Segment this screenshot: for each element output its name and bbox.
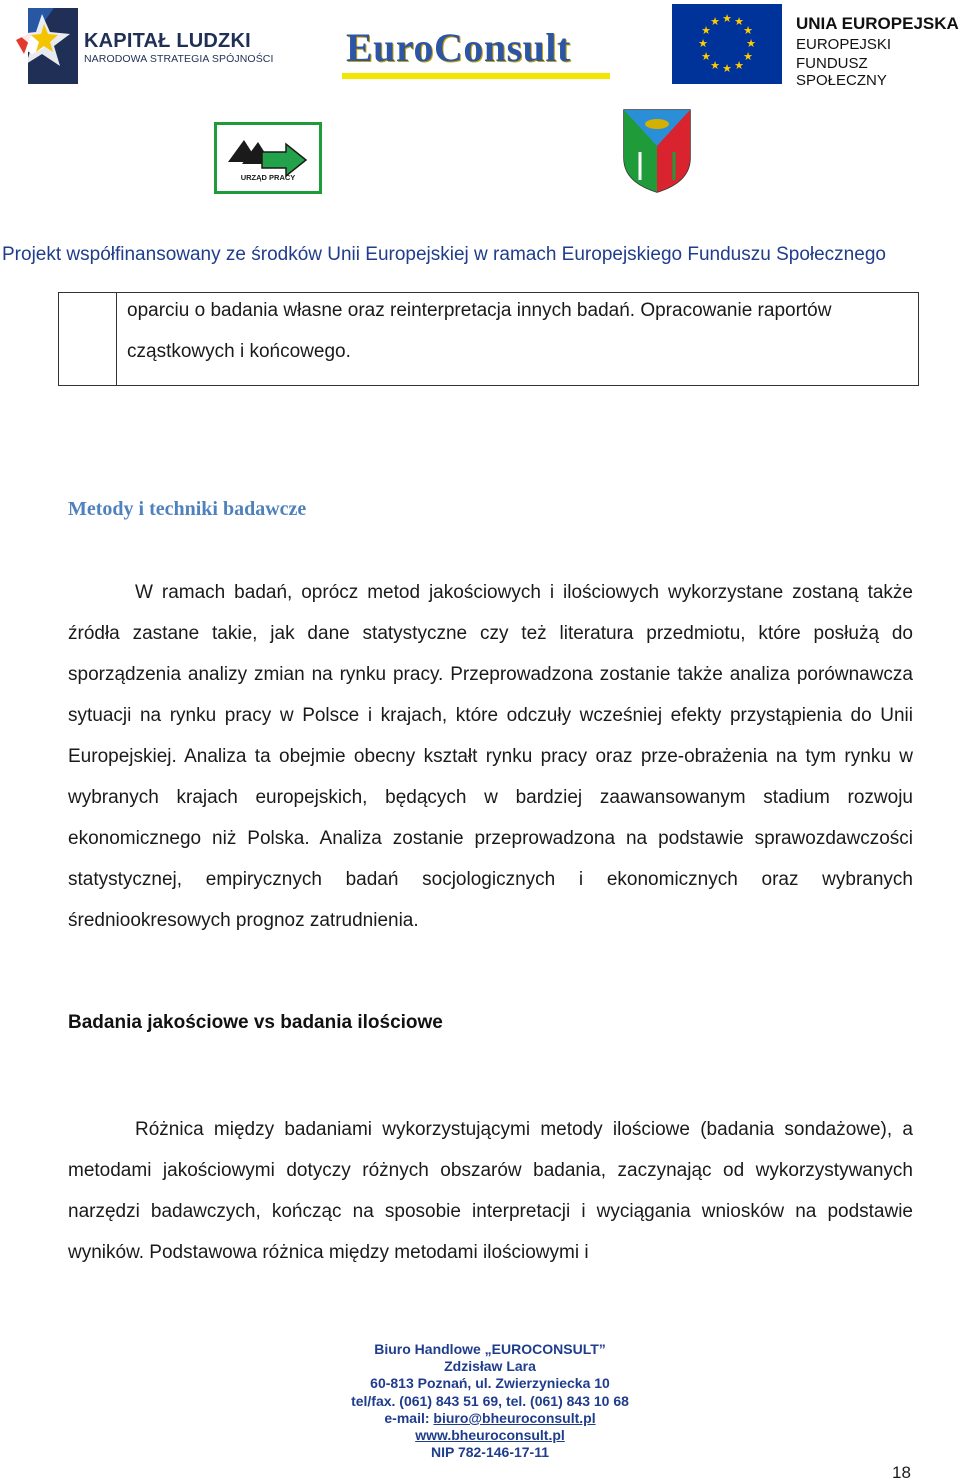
svg-text:★: ★ <box>746 37 756 50</box>
svg-text:★: ★ <box>698 37 708 50</box>
footer-email-label: e-mail: <box>384 1409 434 1426</box>
heading-methods: Metody i techniki badawcze <box>68 498 307 520</box>
svg-text:★: ★ <box>710 15 720 28</box>
kapital-ludzki-subtitle: NARODOWA STRATEGIA SPÓJNOŚCI <box>84 53 274 65</box>
euroconsult-underline <box>342 73 610 79</box>
table-column-divider <box>116 292 117 386</box>
svg-text:★: ★ <box>710 59 720 72</box>
footer-nip: NIP 782-146-17-11 <box>430 1444 550 1461</box>
paragraph-methods: W ramach badań, oprócz metod jakościowych i ilościowych wykorzystane zostaną także źródła zastane takie, jak dane statystyczne czy też literatura przedmiotu, które posłużą do sporządzenia analizy zmian na rynku pracy. Przeprowadzona zostanie także analiza porównawcza sytuacji na rynku pracy w Polsce i krajach, które odczuły wcześniej efekty przystąpienia do Unii Europejskiej. Analiza ta obejmie obecny kształt rynku pracy oraz prze-obrażenia na tym rynku w wybranych krajach europejskich, będących w bardziej zaawansowanym stadium rozwoju ekonomicznego niż Polska. Analiza zostanie przeprowadzona na podstawie sprawozdawczości statystycznej, empirycznych badań socjologicznych i ekonomicznych oraz wybranych średniookresowych prognoz zatrudnienia. <box>68 582 913 931</box>
footer-address: 60-813 Poznań, ul. Zwierzyniecka 10 <box>370 1375 610 1392</box>
svg-text:★: ★ <box>734 59 744 72</box>
heading-qualitative-vs-quantitative: Badania jakościowe vs badania ilościowe <box>68 1012 443 1033</box>
footer-email-link[interactable]: biuro@bheuroconsult.pl <box>433 1409 596 1426</box>
coat-of-arms-icon <box>622 108 692 194</box>
footer-contact <box>300 1341 680 1461</box>
svg-text:★: ★ <box>743 24 753 37</box>
footer-phone: tel/fax. (061) 843 51 69, tel. (061) 843 10 68 <box>351 1392 629 1409</box>
footer-company: Biuro Handlowe „EUROCONSULT” <box>374 1341 606 1357</box>
euroconsult-logo-text: EuroConsult <box>346 25 571 70</box>
eu-fund-line1: EUROPEJSKI <box>796 36 892 53</box>
svg-text:★: ★ <box>701 50 711 63</box>
eu-fund-line2: FUNDUSZ SPOŁECZNY <box>796 55 887 89</box>
urzad-pracy-label: URZĄD PRACY <box>240 173 296 182</box>
kapital-ludzki-title: KAPITAŁ LUDZKI <box>84 30 251 52</box>
footer-email-row <box>300 1410 680 1427</box>
kapital-ludzki-emblem-icon <box>14 4 84 84</box>
project-cofinancing-line: Projekt współfinansowany ze środków Unii Europejskiej w ramach Europejskiego Funduszu Społecznego <box>2 244 886 265</box>
page-number: 18 <box>892 1463 911 1482</box>
svg-text:★: ★ <box>743 50 753 63</box>
urzad-pracy-logo <box>214 122 322 194</box>
svg-text:★: ★ <box>722 12 732 25</box>
footer-website-link[interactable]: www.bheuroconsult.pl <box>415 1427 565 1444</box>
svg-text:★: ★ <box>701 24 711 37</box>
eu-flag-icon <box>672 4 782 84</box>
svg-text:★: ★ <box>722 62 732 75</box>
table-cell-text: oparciu o badania własne oraz reinterpretacja innych badań. Opracowanie raportów cząstkowych i końcowego. <box>127 300 832 362</box>
paragraph-qualitative-vs-quantitative: Różnica między badaniami wykorzystującymi metody ilościowe (badania sondażowe), a metodami jakościowymi dotyczy różnych obszarów badania, zaczynając od wykorzystywanych narzędzi badawczych, kończąc na sposobie interpretacji i wyciągania wniosków na podstawie wyników. Podstawowa różnica między metodami ilościowymi i <box>68 1119 913 1263</box>
svg-text:★: ★ <box>734 15 744 28</box>
footer-person: Zdzisław Lara <box>444 1358 536 1375</box>
eu-title: UNIA EUROPEJSKA <box>796 14 959 33</box>
